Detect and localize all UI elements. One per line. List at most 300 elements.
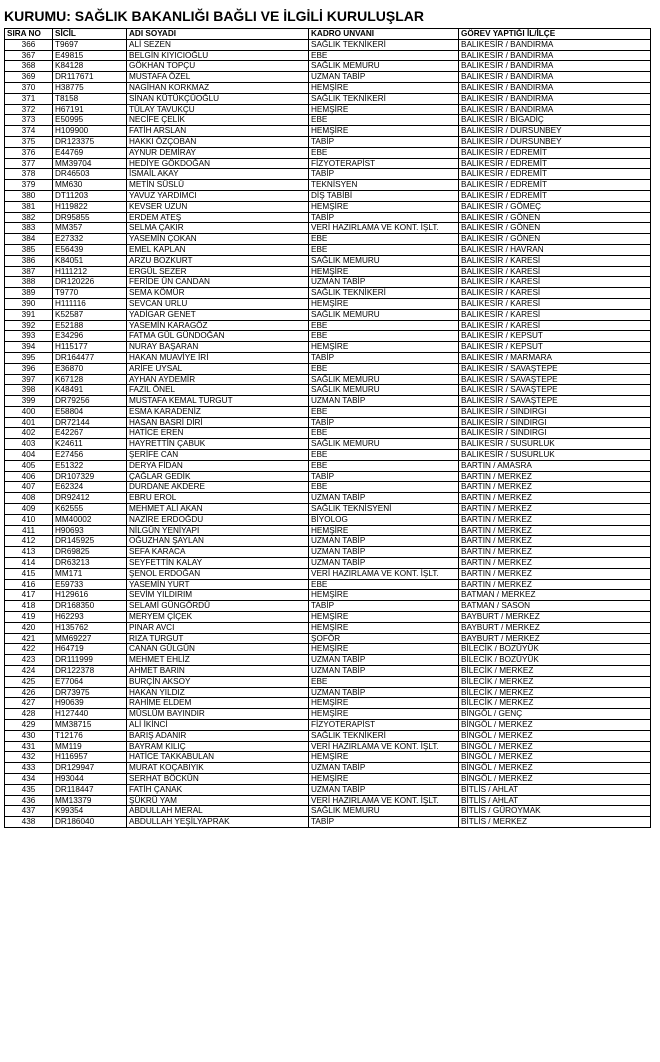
cell-gorev-yeri: BARTIN / MERKEZ [459,568,651,579]
cell-sira-no: 388 [5,277,53,288]
cell-kadro-unvani: SAĞLIK MEMURU [309,439,459,450]
table-row [5,374,651,385]
cell-gorev-yeri: BALIKESİR / BANDIRMA [459,39,651,50]
cell-adi-soyadi: MEHMET EHLİZ [127,655,309,666]
cell-gorev-yeri: BARTIN / MERKEZ [459,525,651,536]
cell-kadro-unvani: SAĞLIK MEMURU [309,309,459,320]
table-row [5,212,651,223]
cell-kadro-unvani: EBE [309,331,459,342]
cell-adi-soyadi: ALİ SEZEN [127,39,309,50]
cell-sicil: DR122378 [53,666,127,677]
cell-gorev-yeri: BİNGÖL / MERKEZ [459,752,651,763]
cell-sira-no: 434 [5,773,53,784]
cell-kadro-unvani: UZMAN TABİP [309,396,459,407]
cell-kadro-unvani: SAĞLIK TEKNİKERİ [309,288,459,299]
cell-kadro-unvani: TABİP [309,601,459,612]
cell-gorev-yeri: BALIKESİR / BANDIRMA [459,50,651,61]
table-row [5,720,651,731]
cell-adi-soyadi: DURDANE AKDERE [127,482,309,493]
cell-adi-soyadi: DERYA FİDAN [127,460,309,471]
cell-adi-soyadi: FATİH ARSLAN [127,126,309,137]
cell-kadro-unvani: SAĞLIK TEKNİKERİ [309,93,459,104]
cell-gorev-yeri: BALIKESİR / KARESİ [459,255,651,266]
cell-kadro-unvani: BİYOLOG [309,514,459,525]
cell-gorev-yeri: BALIKESİR / DURSUNBEY [459,126,651,137]
table-row [5,50,651,61]
cell-adi-soyadi: HAKAN MUAVİYE İRİ [127,352,309,363]
table-row [5,234,651,245]
cell-gorev-yeri: BARTIN / MERKEZ [459,547,651,558]
cell-gorev-yeri: BAYBURT / MERKEZ [459,633,651,644]
cell-gorev-yeri: BALIKESİR / BANDIRMA [459,72,651,83]
cell-kadro-unvani: HEMŞİRE [309,622,459,633]
cell-kadro-unvani: VERİ HAZIRLAMA VE KONT. İŞLT. [309,568,459,579]
cell-adi-soyadi: MUSTAFA KEMAL TURGUT [127,396,309,407]
cell-adi-soyadi: FATİH ÇANAK [127,784,309,795]
cell-gorev-yeri: BALIKESİR / DURSUNBEY [459,136,651,147]
cell-sicil: E42267 [53,428,127,439]
cell-sira-no: 382 [5,212,53,223]
cell-adi-soyadi: HEDİYE GÖKDOĞAN [127,158,309,169]
cell-kadro-unvani: TABİP [309,352,459,363]
cell-adi-soyadi: ARZU BOZKURT [127,255,309,266]
cell-kadro-unvani: UZMAN TABİP [309,493,459,504]
cell-kadro-unvani: EBE [309,406,459,417]
cell-adi-soyadi: İSMAİL AKAY [127,169,309,180]
cell-adi-soyadi: HATİCE EREN [127,428,309,439]
cell-sira-no: 419 [5,612,53,623]
cell-sira-no: 424 [5,666,53,677]
cell-kadro-unvani: HEMŞİRE [309,525,459,536]
table-row [5,558,651,569]
cell-adi-soyadi: MURAT KOÇABIYIK [127,763,309,774]
cell-kadro-unvani: HEMŞİRE [309,612,459,623]
cell-gorev-yeri: BALIKESİR / SUSURLUK [459,439,651,450]
cell-adi-soyadi: SİNAN KÜTÜKÇÜOĞLU [127,93,309,104]
table-row [5,104,651,115]
cell-sicil: DR107329 [53,471,127,482]
table-row [5,428,651,439]
table-row [5,126,651,137]
cell-sira-no: 413 [5,547,53,558]
cell-sira-no: 393 [5,331,53,342]
cell-gorev-yeri: BALIKESİR / GÖNEN [459,234,651,245]
cell-sira-no: 408 [5,493,53,504]
table-row [5,396,651,407]
table-row [5,741,651,752]
table-row [5,180,651,191]
cell-gorev-yeri: BİLECİK / MERKEZ [459,666,651,677]
cell-adi-soyadi: KEVSER UZUN [127,201,309,212]
cell-gorev-yeri: BALIKESİR / SINDIRGI [459,406,651,417]
cell-sira-no: 428 [5,709,53,720]
cell-kadro-unvani: UZMAN TABİP [309,72,459,83]
cell-sira-no: 391 [5,309,53,320]
cell-kadro-unvani: EBE [309,147,459,158]
cell-adi-soyadi: SEVCAN URLU [127,298,309,309]
cell-sira-no: 412 [5,536,53,547]
cell-sira-no: 407 [5,482,53,493]
cell-kadro-unvani: UZMAN TABİP [309,547,459,558]
cell-sira-no: 372 [5,104,53,115]
table-row [5,298,651,309]
table-row [5,61,651,72]
column-header-gorev-yeri: GÖREV YAPTIĞI İL/İLÇE [459,29,651,40]
cell-kadro-unvani: DİŞ TABİBİ [309,190,459,201]
cell-gorev-yeri: BALIKESİR / GÖNEN [459,212,651,223]
table-row [5,482,651,493]
cell-kadro-unvani: HEMŞİRE [309,266,459,277]
cell-sira-no: 387 [5,266,53,277]
cell-kadro-unvani: TABİP [309,212,459,223]
cell-kadro-unvani: SAĞLIK TEKNİKERİ [309,39,459,50]
cell-gorev-yeri: BİNGÖL / GENÇ [459,709,651,720]
cell-sira-no: 418 [5,601,53,612]
cell-gorev-yeri: BATMAN / SASON [459,601,651,612]
cell-adi-soyadi: YASEMİN YURT [127,579,309,590]
cell-gorev-yeri: BİLECİK / MERKEZ [459,676,651,687]
cell-adi-soyadi: SEVİM YILDIRIM [127,590,309,601]
cell-adi-soyadi: SERHAT BÖCKÜN [127,773,309,784]
cell-adi-soyadi: ŞERİFE CAN [127,450,309,461]
cell-adi-soyadi: RIZA TURGUT [127,633,309,644]
cell-sicil: H116957 [53,752,127,763]
cell-adi-soyadi: ERDEM ATEŞ [127,212,309,223]
table-row [5,39,651,50]
cell-sira-no: 414 [5,558,53,569]
cell-kadro-unvani: HEMŞİRE [309,644,459,655]
cell-adi-soyadi: FATMA GÜL GÜNDOĞAN [127,331,309,342]
cell-sicil: K48491 [53,385,127,396]
cell-kadro-unvani: UZMAN TABİP [309,277,459,288]
table-row [5,288,651,299]
cell-kadro-unvani: SAĞLIK TEKNİKERİ [309,730,459,741]
cell-gorev-yeri: BALIKESİR / EDREMİT [459,158,651,169]
cell-kadro-unvani: EBE [309,482,459,493]
cell-kadro-unvani: EBE [309,450,459,461]
cell-sira-no: 384 [5,234,53,245]
table-row [5,158,651,169]
cell-sira-no: 425 [5,676,53,687]
cell-sira-no: 379 [5,180,53,191]
cell-sicil: H135762 [53,622,127,633]
table-row [5,536,651,547]
cell-sira-no: 401 [5,417,53,428]
cell-kadro-unvani: FİZYOTERAPİST [309,720,459,731]
cell-sicil: E34296 [53,331,127,342]
table-row [5,784,651,795]
cell-sicil: H109900 [53,126,127,137]
cell-gorev-yeri: BALIKESİR / SAVAŞTEPE [459,385,651,396]
cell-gorev-yeri: BALIKESİR / KARESİ [459,298,651,309]
table-row [5,676,651,687]
cell-adi-soyadi: HAYRETTİN ÇABUK [127,439,309,450]
cell-sicil: T9770 [53,288,127,299]
table-header-row [5,29,651,40]
cell-adi-soyadi: HAKKI ÖZÇOBAN [127,136,309,147]
table-row [5,190,651,201]
cell-kadro-unvani: UZMAN TABİP [309,655,459,666]
cell-gorev-yeri: BARTIN / MERKEZ [459,482,651,493]
table-row [5,72,651,83]
cell-sicil: DR111999 [53,655,127,666]
cell-sira-no: 394 [5,342,53,353]
cell-sira-no: 367 [5,50,53,61]
cell-gorev-yeri: BALIKESİR / BANDIRMA [459,93,651,104]
table-row [5,450,651,461]
cell-sicil: MM119 [53,741,127,752]
table-row [5,579,651,590]
cell-sicil: H64719 [53,644,127,655]
cell-sira-no: 370 [5,82,53,93]
cell-gorev-yeri: BARTIN / MERKEZ [459,558,651,569]
table-row [5,504,651,515]
table-row [5,439,651,450]
table-row [5,795,651,806]
cell-gorev-yeri: BALIKESİR / SUSURLUK [459,450,651,461]
cell-sicil: E36870 [53,363,127,374]
table-row [5,266,651,277]
cell-sicil: MM38715 [53,720,127,731]
cell-sicil: DR186040 [53,817,127,828]
column-header-sicil: SİCİL [53,29,127,40]
cell-gorev-yeri: BARTIN / MERKEZ [459,471,651,482]
cell-gorev-yeri: BALIKESİR / HAVRAN [459,244,651,255]
cell-kadro-unvani: SAĞLIK MEMURU [309,374,459,385]
cell-sira-no: 376 [5,147,53,158]
cell-gorev-yeri: BALIKESİR / BANDIRMA [459,104,651,115]
cell-sicil: E59733 [53,579,127,590]
cell-kadro-unvani: VERİ HAZIRLAMA VE KONT. İŞLT. [309,223,459,234]
cell-adi-soyadi: CANAN GÜLGÜN [127,644,309,655]
cell-sicil: H67191 [53,104,127,115]
cell-sira-no: 417 [5,590,53,601]
cell-kadro-unvani: SAĞLIK MEMURU [309,61,459,72]
table-row [5,763,651,774]
cell-sira-no: 431 [5,741,53,752]
cell-kadro-unvani: EBE [309,50,459,61]
cell-adi-soyadi: AYNUR DEMİRAY [127,147,309,158]
table-row [5,417,651,428]
cell-sira-no: 380 [5,190,53,201]
cell-sira-no: 392 [5,320,53,331]
cell-adi-soyadi: YASEMİN ÇOKAN [127,234,309,245]
cell-sicil: T12176 [53,730,127,741]
column-header-adi-soyadi: ADI SOYADI [127,29,309,40]
cell-sira-no: 415 [5,568,53,579]
cell-sicil: DR95855 [53,212,127,223]
cell-adi-soyadi: HASAN BASRİ DİRİ [127,417,309,428]
table-row [5,817,651,828]
cell-kadro-unvani: UZMAN TABİP [309,558,459,569]
table-row [5,666,651,677]
cell-sicil: H119822 [53,201,127,212]
cell-sicil: T9697 [53,39,127,50]
cell-sira-no: 423 [5,655,53,666]
cell-gorev-yeri: BARTIN / AMASRA [459,460,651,471]
cell-adi-soyadi: BAYRAM KILIÇ [127,741,309,752]
cell-sira-no: 366 [5,39,53,50]
cell-gorev-yeri: BALIKESİR / KARESİ [459,277,651,288]
cell-adi-soyadi: SEMA KÖMÜR [127,288,309,299]
cell-sira-no: 403 [5,439,53,450]
cell-sira-no: 390 [5,298,53,309]
cell-kadro-unvani: HEMŞİRE [309,104,459,115]
cell-gorev-yeri: BİLECİK / MERKEZ [459,698,651,709]
table-row [5,147,651,158]
cell-sira-no: 410 [5,514,53,525]
cell-sicil: H127440 [53,709,127,720]
cell-adi-soyadi: YASEMİN KARAGÖZ [127,320,309,331]
cell-gorev-yeri: BALIKESİR / GÖMEÇ [459,201,651,212]
cell-kadro-unvani: HEMŞİRE [309,698,459,709]
cell-kadro-unvani: EBE [309,363,459,374]
cell-gorev-yeri: BARTIN / MERKEZ [459,536,651,547]
cell-kadro-unvani: EBE [309,320,459,331]
cell-adi-soyadi: BELGİN KIYICIOĞLU [127,50,309,61]
cell-adi-soyadi: ALİ İKİNCİ [127,720,309,731]
cell-kadro-unvani: HEMŞİRE [309,773,459,784]
cell-adi-soyadi: TÜLAY TAVUKÇU [127,104,309,115]
cell-sicil: E50995 [53,115,127,126]
cell-gorev-yeri: BALIKESİR / EDREMİT [459,147,651,158]
cell-sira-no: 371 [5,93,53,104]
table-row [5,773,651,784]
cell-gorev-yeri: BALIKESİR / KARESİ [459,309,651,320]
cell-sicil: MM171 [53,568,127,579]
cell-gorev-yeri: BİNGÖL / MERKEZ [459,730,651,741]
cell-gorev-yeri: BAYBURT / MERKEZ [459,622,651,633]
cell-sira-no: 438 [5,817,53,828]
cell-gorev-yeri: BALIKESİR / KARESİ [459,288,651,299]
cell-sicil: E27332 [53,234,127,245]
table-row [5,730,651,741]
table-row [5,342,651,353]
cell-sira-no: 411 [5,525,53,536]
cell-sicil: T8158 [53,93,127,104]
cell-sira-no: 377 [5,158,53,169]
cell-gorev-yeri: BİLECİK / MERKEZ [459,687,651,698]
cell-sicil: DR168350 [53,601,127,612]
cell-kadro-unvani: HEMŞİRE [309,126,459,137]
cell-adi-soyadi: PINAR AVCI [127,622,309,633]
cell-kadro-unvani: HEMŞİRE [309,342,459,353]
cell-sicil: H62293 [53,612,127,623]
cell-sira-no: 429 [5,720,53,731]
table-row [5,601,651,612]
cell-kadro-unvani: TABİP [309,169,459,180]
table-row [5,82,651,93]
table-row [5,169,651,180]
cell-adi-soyadi: FAZIL ÖNEL [127,385,309,396]
cell-sira-no: 433 [5,763,53,774]
cell-gorev-yeri: BALIKESİR / EDREMİT [459,190,651,201]
cell-sira-no: 416 [5,579,53,590]
cell-sira-no: 432 [5,752,53,763]
table-row [5,223,651,234]
cell-sicil: H90693 [53,525,127,536]
cell-sira-no: 426 [5,687,53,698]
cell-sira-no: 381 [5,201,53,212]
cell-sicil: H129616 [53,590,127,601]
cell-sicil: MM40002 [53,514,127,525]
cell-sira-no: 405 [5,460,53,471]
cell-kadro-unvani: HEMŞİRE [309,82,459,93]
cell-adi-soyadi: RAHİME ELDEM [127,698,309,709]
table-row [5,525,651,536]
table-row [5,93,651,104]
table-row [5,471,651,482]
column-header-kadro-unvani: KADRO UNVANI [309,29,459,40]
cell-sicil: DT11203 [53,190,127,201]
cell-kadro-unvani: TABİP [309,417,459,428]
cell-gorev-yeri: BALIKESİR / EDREMİT [459,180,651,191]
cell-sicil: H111116 [53,298,127,309]
table-row [5,244,651,255]
table-row [5,352,651,363]
table-row [5,644,651,655]
cell-adi-soyadi: HATİCE TAKKABULAN [127,752,309,763]
cell-gorev-yeri: BİTLİS / MERKEZ [459,817,651,828]
cell-kadro-unvani: TEKNİSYEN [309,180,459,191]
cell-sira-no: 427 [5,698,53,709]
cell-kadro-unvani: EBE [309,676,459,687]
cell-kadro-unvani: SAĞLIK TEKNİSYENİ [309,504,459,515]
cell-gorev-yeri: BALIKESİR / SAVAŞTEPE [459,363,651,374]
table-row [5,331,651,342]
cell-sicil: MM357 [53,223,127,234]
cell-gorev-yeri: BALIKESİR / GÖNEN [459,223,651,234]
cell-adi-soyadi: ERGÜL SEZER [127,266,309,277]
cell-sicil: K24611 [53,439,127,450]
cell-adi-soyadi: ESMA KARADENİZ [127,406,309,417]
cell-gorev-yeri: BALIKESİR / SINDIRGI [459,417,651,428]
cell-sicil: MM39704 [53,158,127,169]
cell-sicil: DR145925 [53,536,127,547]
cell-sira-no: 398 [5,385,53,396]
cell-kadro-unvani: EBE [309,244,459,255]
cell-sira-no: 389 [5,288,53,299]
cell-adi-soyadi: BURÇİN AKSOY [127,676,309,687]
cell-adi-soyadi: YADİGAR GENET [127,309,309,320]
cell-gorev-yeri: BİTLİS / AHLAT [459,784,651,795]
cell-adi-soyadi: SELAMİ GÜNGÖRDÜ [127,601,309,612]
cell-sicil: K62555 [53,504,127,515]
cell-sira-no: 409 [5,504,53,515]
cell-gorev-yeri: BALIKESİR / SINDIRGI [459,428,651,439]
table-row [5,406,651,417]
cell-sicil: DR79256 [53,396,127,407]
cell-adi-soyadi: EBRU EROL [127,493,309,504]
cell-adi-soyadi: YAVUZ YARDIMCI [127,190,309,201]
cell-kadro-unvani: UZMAN TABİP [309,536,459,547]
cell-gorev-yeri: BİNGÖL / MERKEZ [459,741,651,752]
cell-sicil: E27456 [53,450,127,461]
cell-sira-no: 406 [5,471,53,482]
cell-sira-no: 369 [5,72,53,83]
table-row [5,806,651,817]
cell-sicil: K67128 [53,374,127,385]
cell-sicil: K99354 [53,806,127,817]
table-row [5,622,651,633]
cell-sicil: E77064 [53,676,127,687]
cell-sicil: E44769 [53,147,127,158]
table-row [5,687,651,698]
cell-sira-no: 375 [5,136,53,147]
cell-sicil: DR69825 [53,547,127,558]
cell-adi-soyadi: AYHAN AYDEMİR [127,374,309,385]
cell-kadro-unvani: SAĞLIK MEMURU [309,385,459,396]
